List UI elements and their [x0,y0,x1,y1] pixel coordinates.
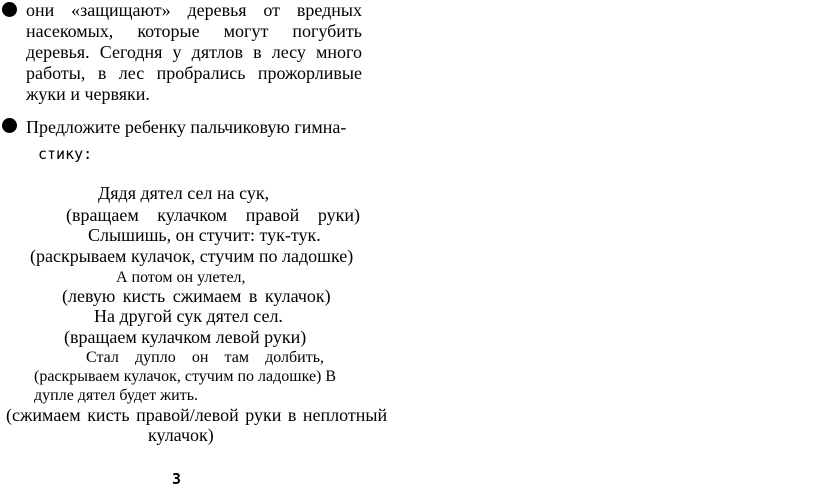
poem-line: А потом он улетел, [116,269,246,286]
poem-line: (вращаем кулачком левой руки) [64,327,307,347]
paragraph-1-line: они «защищают» деревья от вредных [26,0,362,20]
page-number: 3 [172,470,182,488]
paragraph-1-line: жуки и червяки. [26,84,150,104]
bullet-icon [2,2,17,17]
poem-line: Слышишь, он стучит: тук-тук. [88,225,321,245]
paragraph-2-line-2: стику: [38,145,93,163]
poem-line: (сжимаем кисть правой/левой руки в неплотный [6,405,388,425]
poem-line: Стал дупло он там долбить, [86,349,324,366]
poem-line: На другой сук дятел сел. [94,306,283,326]
poem-line: дупле дятел будет жить. [34,387,199,404]
paragraph-1-line: работы, в лес пробрались прожорливые [26,63,362,83]
poem-line: кулачок) [148,425,214,445]
paragraph-2-line-1: Предложите ребенку пальчиковую гимна- [26,117,347,137]
bullet-icon [2,118,17,133]
poem-line: (раскрываем кулачок, стучим по ладошке) [30,246,354,266]
paragraph-1 [26,0,362,105]
poem-line: (раскрываем кулачок, стучим по ладошке) В [34,368,337,385]
paragraph-1-line: насекомых, которые могут погубить [26,21,362,41]
paragraph-1-line: деревья. Сегодня у дятлов в лесу много [26,42,362,62]
poem-line: (вращаем кулачком правой руки) [66,205,360,225]
poem-line: Дядя дятел сел на сук, [98,183,270,203]
poem-line: (левую кисть сжимаем в кулачок) [62,286,331,306]
